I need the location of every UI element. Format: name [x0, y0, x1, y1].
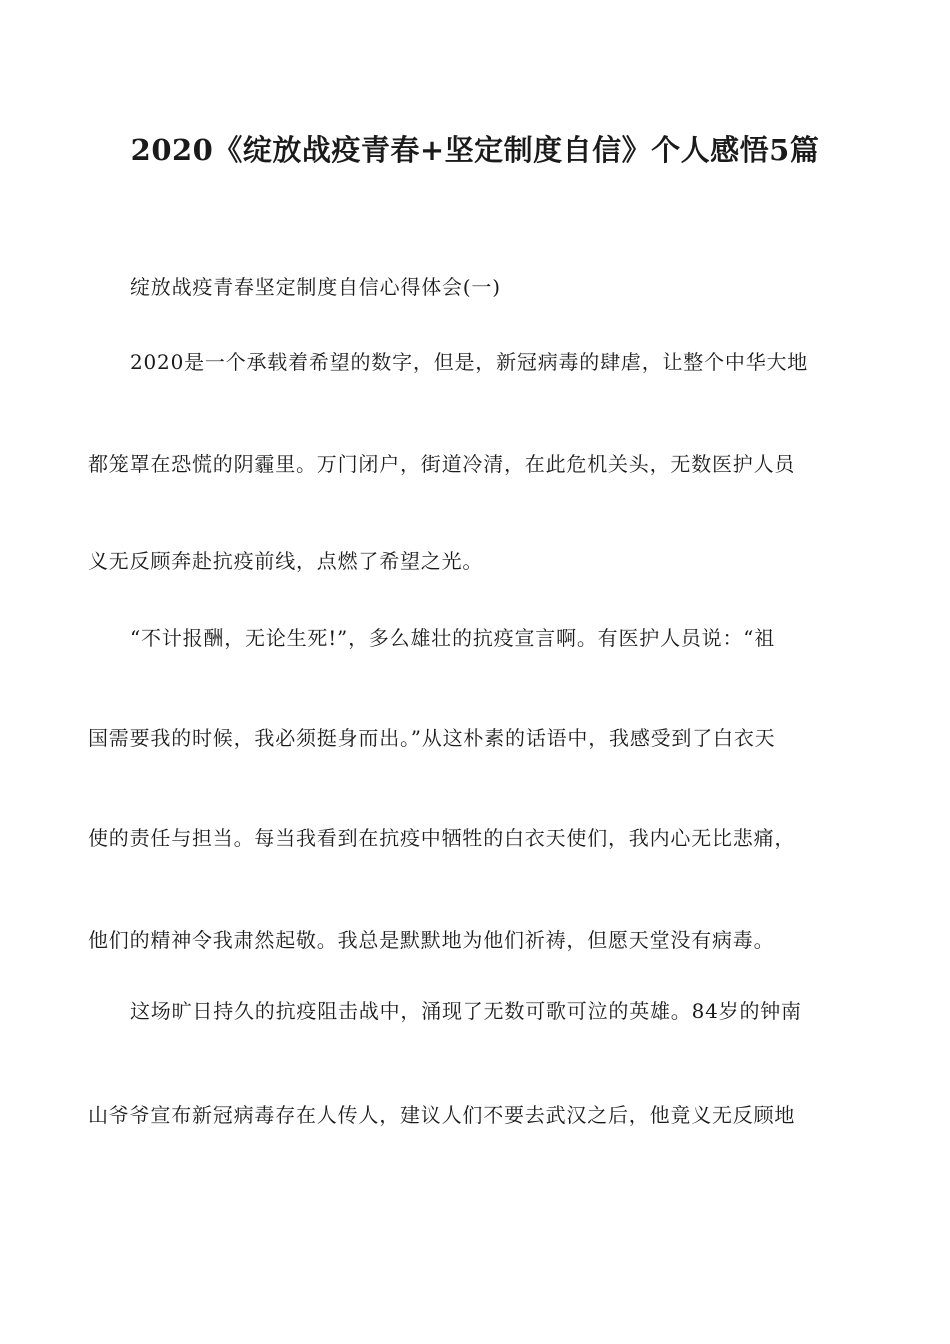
paragraph-line: 这场旷日持久的抗疫阻击战中，涌现了无数可歌可泣的英雄。84岁的钟南 — [130, 999, 802, 1023]
paragraph-line: 2020是一个承载着希望的数字，但是，新冠病毒的肆虐，让整个中华大地 — [130, 350, 809, 374]
paragraph-line: 山爷爷宣布新冠病毒存在人传人，建议人们不要去武汉之后，他竟义无反顾地 — [88, 1103, 796, 1127]
paragraph-line: 义无反顾奔赴抗疫前线，点燃了希望之光。 — [88, 549, 484, 573]
paragraph-line: 国需要我的时候，我必须挺身而出。”从这朴素的话语中，我感受到了白衣天 — [88, 726, 776, 750]
section-heading: 绽放战疫青春坚定制度自信心得体会(一) — [130, 275, 501, 299]
document-title: 2020《绽放战疫青春+坚定制度自信》个人感悟5篇 — [130, 133, 820, 167]
paragraph-line: 都笼罩在恐慌的阴霾里。万门闭户，街道冷清，在此危机关头，无数医护人员 — [88, 452, 796, 476]
paragraph-line: 他们的精神令我肃然起敬。我总是默默地为他们祈祷，但愿天堂没有病毒。 — [88, 928, 775, 952]
paragraph-line: 使的责任与担当。每当我看到在抗疫中牺牲的白衣天使们，我内心无比悲痛， — [88, 826, 796, 850]
paragraph-line: “不计报酬，无论生死!”，多么雄壮的抗疫宣言啊。有医护人员说：“祖 — [130, 626, 776, 650]
